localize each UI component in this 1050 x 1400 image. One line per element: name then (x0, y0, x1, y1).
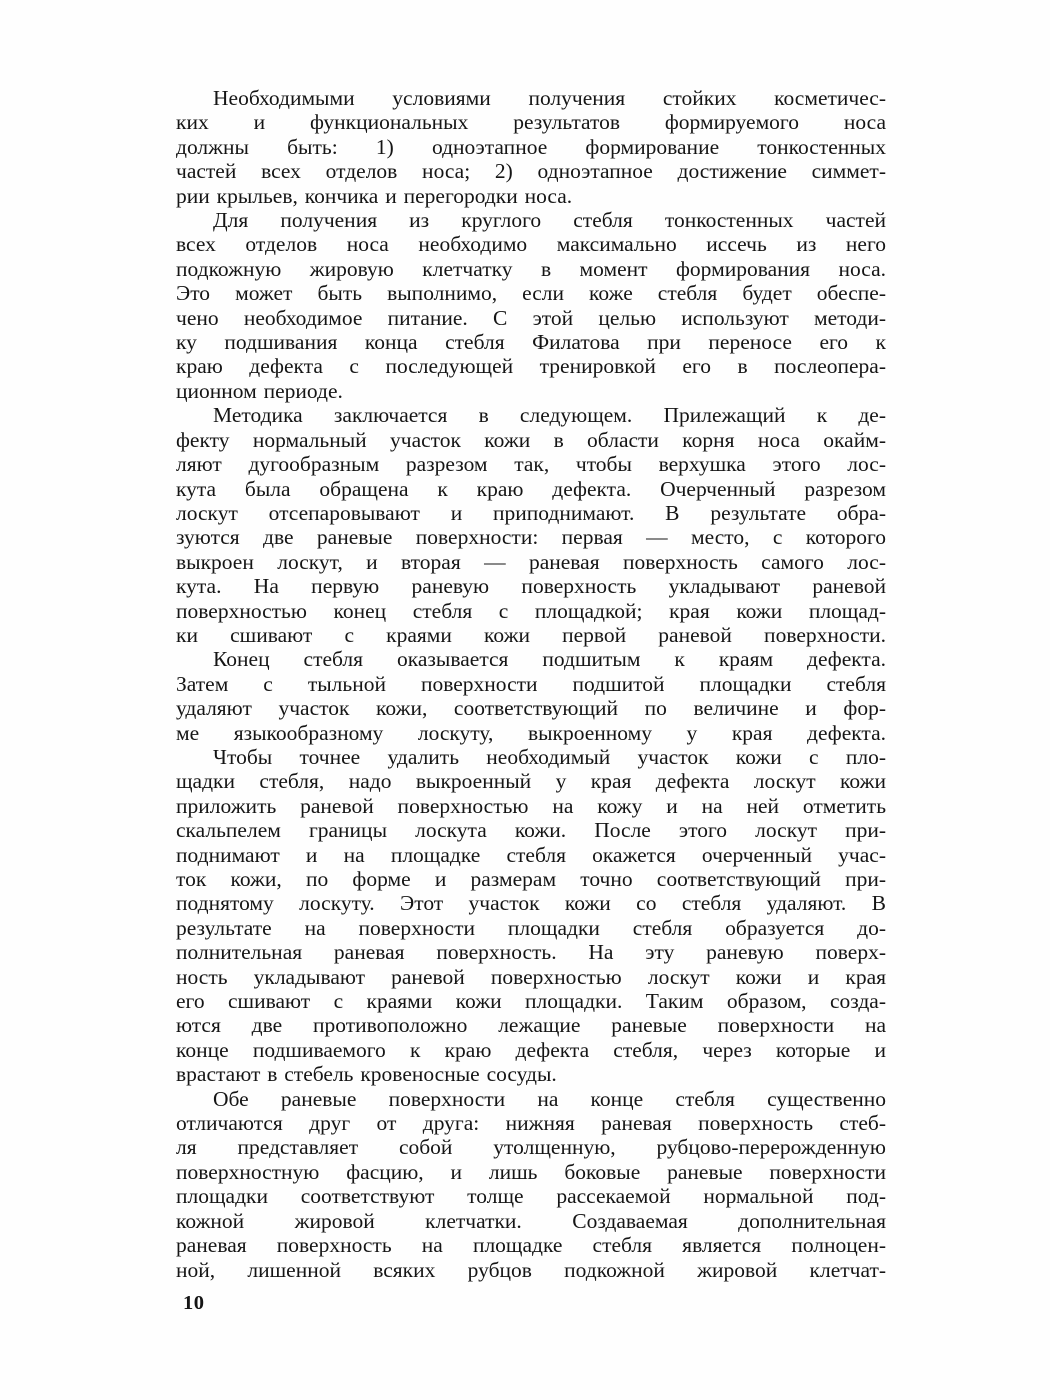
text-line: результате на поверхности площадки стебля образуется до- (176, 915, 886, 940)
page-number: 10 (183, 1292, 205, 1314)
paragraph (176, 208, 886, 403)
text-line: поверхностью конец стебля с площадкой; края кожи площад- (176, 598, 886, 623)
text-line: кута. На первую раневую поверхность укладывают раневой (176, 574, 886, 599)
text-line: скальпелем границы лоскута кожи. После этого лоскут при- (176, 818, 886, 843)
text-line: поднимают и на площадке стебля окажется очерченный учас- (176, 842, 886, 867)
text-line: ких и функциональных результатов формируемого носа (176, 110, 886, 135)
text-line: Это может быть выполнимо, если коже стебля будет обеспе- (176, 281, 886, 306)
text-line: подкожную жировую клетчатку в момент формирования носа. (176, 256, 886, 281)
text-line: ку подшивания конца стебля Филатова при переносе его к (176, 330, 886, 355)
text-line: должны быть: 1) одноэтапное формирование тонкостенных (176, 134, 886, 159)
text-line: ционном периоде. (176, 378, 343, 403)
text-line: чено необходимое питание. С этой целью используют методи- (176, 305, 886, 330)
text-line: врастают в стебель кровеносные сосуды. (176, 1062, 557, 1087)
text-line: лоскут отсепаровывают и приподнимают. В результате обра- (176, 500, 886, 525)
text-line: ляют дугообразным разрезом так, чтобы верхушка этого лос- (176, 452, 886, 477)
text-line: Методика заключается в следующем. Прилежащий к де- (213, 403, 886, 428)
text-line: краю дефекта с последующей тренировкой его в послеопера- (176, 354, 886, 379)
text-line: ность укладывают раневой поверхностью лоскут кожи и края (176, 964, 886, 989)
text-line: Затем с тыльной поверхности подшитой площадки стебля (176, 671, 886, 696)
text-line: Конец стебля оказывается подшитым к краям дефекта. (213, 647, 886, 672)
text-line: Обе раневые поверхности на конце стебля существенно (213, 1086, 886, 1111)
paragraph (176, 403, 886, 647)
text-line: приложить раневой поверхностью на кожу и на ней отметить (176, 793, 886, 818)
text-line: ной, лишенной всяких рубцов подкожной жировой клетчат- (176, 1257, 886, 1282)
text-line: фекту нормальный участок кожи в области корня носа окайм- (176, 427, 886, 452)
text-line: удаляют участок кожи, соответствующий по величине и фор- (176, 696, 886, 721)
text-line: отличаются друг от друга: нижняя раневая поверхность стеб- (176, 1111, 886, 1136)
text-line: поверхностную фасцию, и лишь боковые раневые поверхности (176, 1159, 886, 1184)
paragraph (176, 1087, 886, 1282)
text-line: площадки соответствуют толще рассекаемой нормальной под- (176, 1184, 886, 1209)
text-line: раневая поверхность на площадке стебля является полноцен- (176, 1233, 886, 1258)
text-line: щадки стебля, надо выкроенный у края дефекта лоскут кожи (176, 769, 886, 794)
text-line: Необходимыми условиями получения стойких косметичес- (213, 86, 886, 110)
text-line: ме языкообразному лоскуту, выкроенному у края дефекта. (176, 720, 886, 745)
paragraph (176, 745, 886, 1087)
text-line: Для получения из круглого стебля тонкостенных частей (213, 208, 886, 233)
text-line: зуются две раневые поверхности: первая — место, с которого (176, 525, 886, 550)
text-line: ток кожи, по форме и размерам точно соответствующий при- (176, 867, 886, 891)
paragraph (176, 86, 886, 208)
text-line: рии крыльев, кончика и перегородки носа. (176, 183, 573, 208)
text-line: его сшивают с краями кожи площадки. Таким образом, созда- (176, 989, 886, 1014)
text-line: поднятому лоскуту. Этот участок кожи со стебля удаляют. В (176, 891, 886, 916)
text-line: всех отделов носа необходимо максимально иссечь из него (176, 232, 886, 257)
text-line: частей всех отделов носа; 2) одноэтапное достижение симмет- (176, 159, 886, 184)
text-line: ются две противоположно лежащие раневые поверхности на (176, 1013, 886, 1038)
text-line: ки сшивают с краями кожи первой раневой поверхности. (176, 622, 886, 647)
paragraph (176, 647, 886, 745)
text-line: выкроен лоскут, и вторая — раневая поверхность самого лос- (176, 549, 886, 574)
text-line: кута была обращена к краю дефекта. Очерченный разрезом (176, 476, 886, 501)
text-line: конце подшиваемого к краю дефекта стебля, через которые и (176, 1037, 886, 1062)
text-line: полнительная раневая поверхность. На эту раневую поверх- (176, 940, 886, 965)
text-block (176, 86, 886, 1282)
text-line: Чтобы точнее удалить необходимый участок кожи с пло- (213, 744, 886, 769)
text-line: кожной жировой клетчатки. Создаваемая дополнительная (176, 1208, 886, 1233)
text-line: ля представляет собой утолщенную, рубцово-перерожденную (176, 1135, 886, 1160)
